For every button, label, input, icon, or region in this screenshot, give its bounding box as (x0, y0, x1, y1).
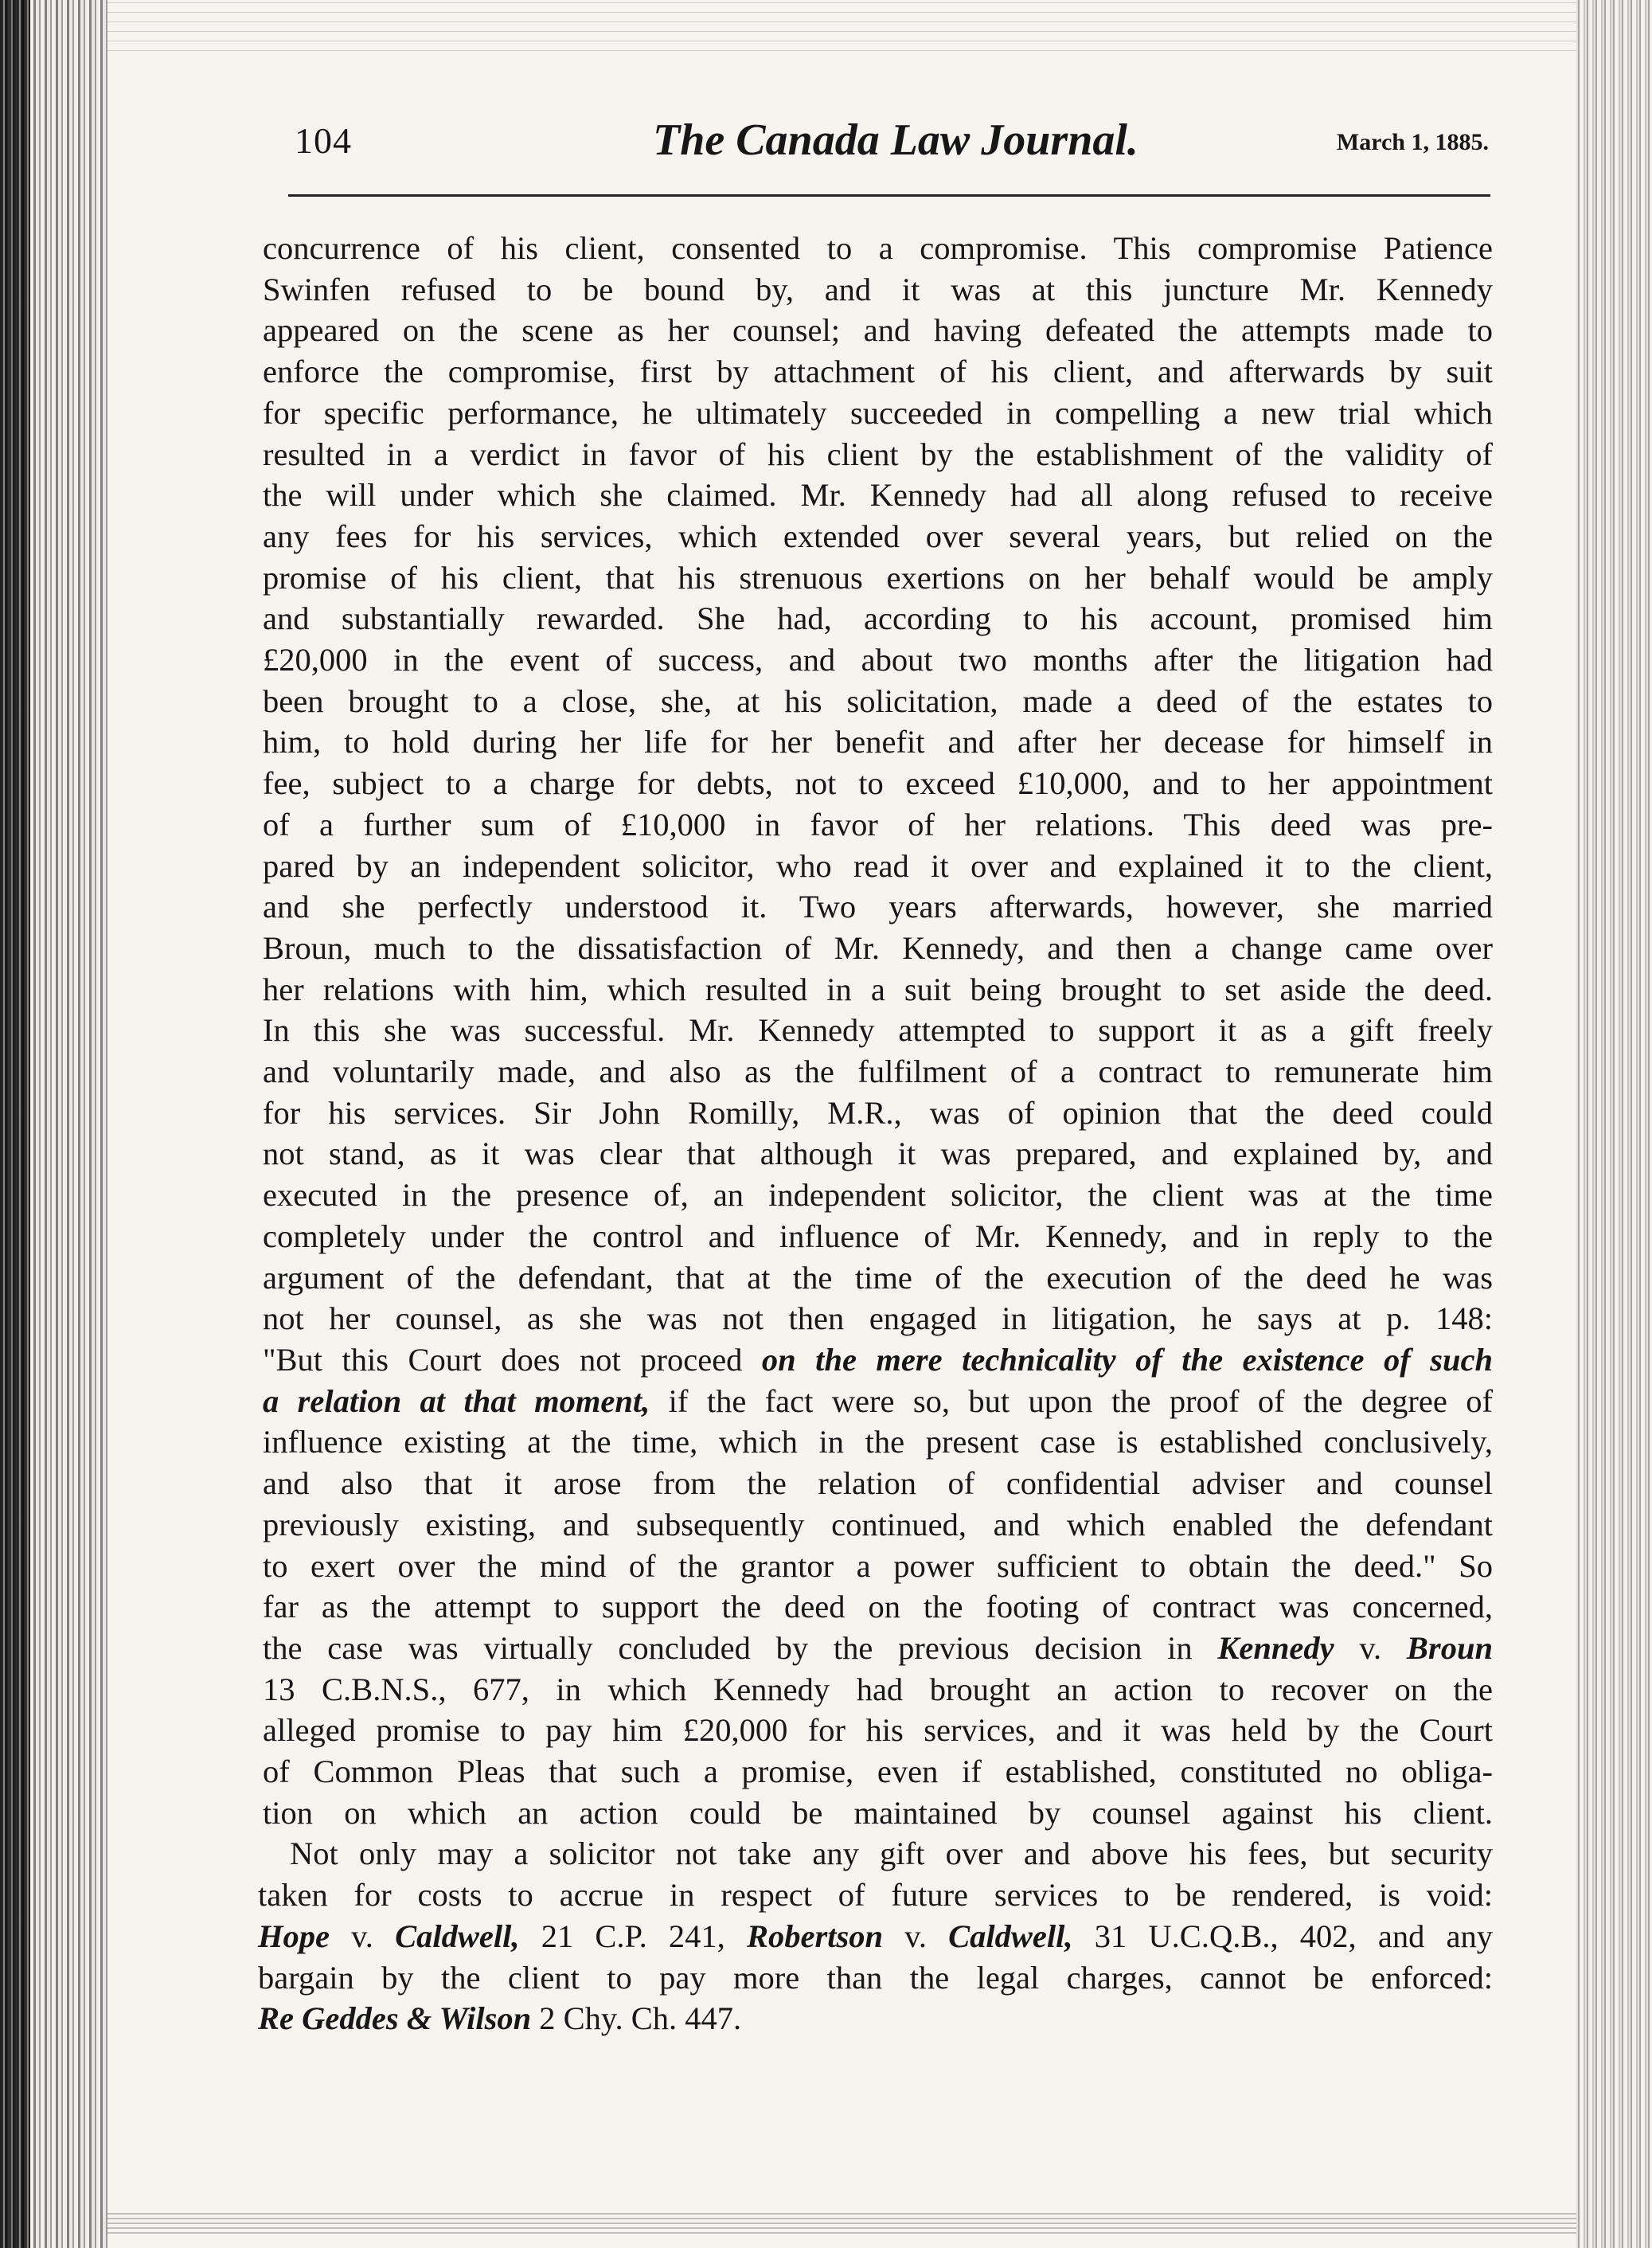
text-line: tion on which an action could be maintained by counsel against his client. (263, 1794, 1493, 1831)
text-line: to exert over the mind of the grantor a power sufficient to obtain the deed." So (263, 1547, 1493, 1584)
text-line: him, to hold during her life for her benefit and after her decease for himself in (263, 724, 1493, 760)
text-line: pared by an independent solicitor, who read it over and explained it to the client, (263, 847, 1493, 884)
text-line: any fees for his services, which extended over several years, but relied on the (263, 518, 1493, 554)
text-line-case-citation (263, 1628, 1493, 1669)
text-line-case-citation (258, 1916, 1493, 1957)
citation-text: 21 C.P. 241, (519, 1918, 747, 1954)
case-party: Hope (258, 1918, 330, 1954)
scan-binding-edge (0, 0, 30, 2248)
text-line: resulted in a verdict in favor of his client by the establishment of the validity of (263, 436, 1493, 472)
citation-text: the case was virtually concluded by the previous decision in (263, 1629, 1218, 1666)
journal-title: The Canada Law Journal. (653, 115, 1138, 165)
scan-margin-top (107, 0, 1576, 56)
text-line: influence existing at the time, which in the present case is established conclusively, (263, 1424, 1493, 1460)
text-line: for his services. Sir John Romilly, M.R., was of opinion that the deed could (263, 1094, 1493, 1131)
paragraph-2 (258, 1833, 1493, 2039)
article-body (258, 228, 1493, 2039)
text-line: completely under the control and influence of Mr. Kennedy, and in reply to the (263, 1218, 1493, 1254)
case-party: Broun (1406, 1629, 1493, 1666)
text-line: and substantially rewarded. She had, according to his account, promised him (263, 600, 1493, 637)
text-line: previously existing, and subsequently continued, and which enabled the defendant (263, 1506, 1493, 1542)
text-line: bargain by the client to pay more than the legal charges, cannot be enforced: (258, 1959, 1493, 1996)
text-line: Broun, much to the dissatisfaction of Mr. Kennedy, and then a change came over (263, 929, 1493, 966)
text-line: alleged promise to pay him £20,000 for his services, and it was held by the Court (263, 1712, 1493, 1749)
text-line-quote (263, 1339, 1493, 1381)
text-line: promise of his client, that his strenuous exertions on her behalf would be amply (263, 559, 1493, 596)
case-party: Robertson (746, 1918, 884, 1954)
citation-text: 31 U.C.Q.B., 402, and any (1072, 1918, 1493, 1954)
issue-date: March 1, 1885. (1336, 129, 1489, 155)
case-party: Re Geddes & Wilson (258, 2000, 532, 2037)
text-line: and she perfectly understood it. Two years afterwards, however, she married (263, 889, 1493, 925)
quote-text: if the fact were so, but upon the proof of the degree of (650, 1382, 1493, 1419)
paragraph-1 (263, 228, 1493, 1833)
case-party: Caldwell, (395, 1918, 520, 1954)
text-line: taken for costs to accrue in respect of future services to be rendered, is void: (258, 1877, 1493, 1914)
text-line: fee, subject to a charge for debts, not to exceed £10,000, and to her appointment (263, 765, 1493, 802)
scan-margin-bottom (107, 2210, 1576, 2234)
quote-text: "But this Court does not proceed (263, 1341, 762, 1378)
text-line: enforce the compromise, first by attachment of his client, and afterwards by suit (263, 354, 1493, 390)
quote-emphasis: a relation at that moment, (263, 1382, 650, 1419)
text-line: concurrence of his client, consented to a compromise. This compromise Patience (263, 230, 1493, 266)
text-line: not stand, as it was clear that although it was prepared, and explained by, and (263, 1136, 1493, 1172)
text-line: appeared on the scene as her counsel; and having defeated the attempts made to (263, 312, 1493, 349)
quote-emphasis: on the mere technicality of the existence of such (761, 1341, 1493, 1378)
text-line: £20,000 in the event of success, and about two months after the litigation had (263, 642, 1493, 678)
text-line: not her counsel, as she was not then engaged in litigation, he says at p. 148: (263, 1300, 1493, 1337)
text-line: the will under which she claimed. Mr. Kennedy had all along refused to receive (263, 477, 1493, 514)
text-line: Swinfen refused to be bound by, and it was at this juncture Mr. Kennedy (263, 271, 1493, 307)
case-party: Kennedy (1217, 1629, 1334, 1666)
text-line: Not only may a solicitor not take any gift over and above his fees, but security (290, 1836, 1493, 1872)
text-line: her relations with him, which resulted in a suit being brought to set aside the deed. (263, 971, 1493, 1007)
page-number: 104 (295, 120, 352, 161)
text-line: been brought to a close, she, at his solicitation, made a deed of the estates to (263, 682, 1493, 719)
citation-text: 2 Chy. Ch. 447. (531, 2000, 742, 2037)
text-line-quote (263, 1381, 1493, 1422)
text-line: of Common Pleas that such a promise, even if established, constituted no obliga- (263, 1753, 1493, 1790)
text-line: far as the attempt to support the deed on the footing of contract was concerned, (263, 1589, 1493, 1625)
citation-text: v. (329, 1918, 396, 1954)
citation-text: v. (1334, 1629, 1407, 1666)
text-line: In this she was successful. Mr. Kennedy attempted to support it as a gift freely (263, 1012, 1493, 1049)
text-line: argument of the defendant, that at the time of the execution of the deed he was (263, 1259, 1493, 1296)
header-rule (288, 194, 1490, 197)
scan-margin-right (1576, 0, 1652, 2248)
text-line: of a further sum of £10,000 in favor of her relations. This deed was pre- (263, 806, 1493, 843)
text-line: 13 C.B.N.S., 677, in which Kennedy had brought an action to recover on the (263, 1671, 1493, 1707)
citation-text: v. (883, 1918, 949, 1954)
text-line: and voluntarily made, and also as the fulfilment of a contract to remunerate him (263, 1054, 1493, 1090)
text-line: executed in the presence of, an independent solicitor, the client was at the time (263, 1177, 1493, 1214)
page-header (295, 115, 1489, 175)
text-line-case-citation (258, 1998, 1493, 2039)
text-line: and also that it arose from the relation of confidential adviser and counsel (263, 1465, 1493, 1502)
text-line: for specific performance, he ultimately succeeded in compelling a new trial which (263, 394, 1493, 431)
case-party: Caldwell, (948, 1918, 1073, 1954)
